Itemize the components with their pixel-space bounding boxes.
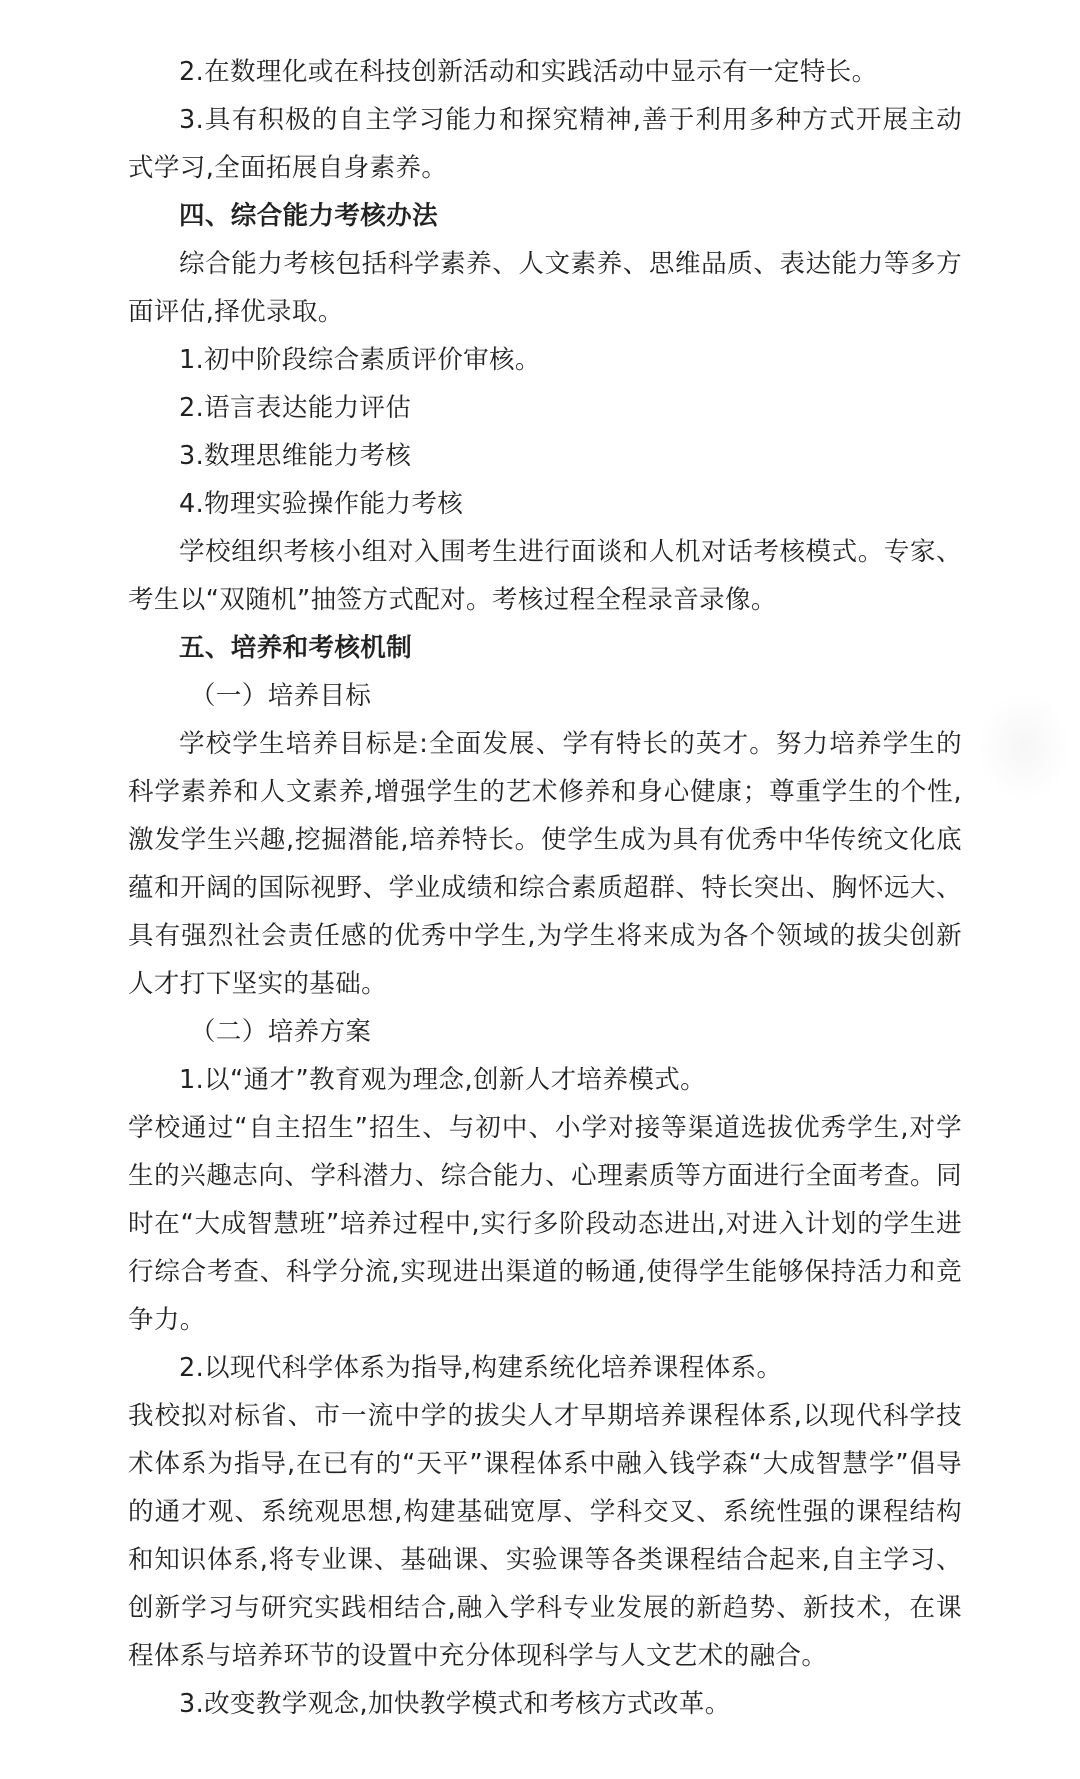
criterion-2-paragraph: 2.在数理化或在科技创新活动和实践活动中显示有一定特长。 (179, 57, 878, 87)
assessment-item-4: 4.物理实验操作能力考核 (179, 489, 464, 519)
plan-item-3-heading: 3.改变教学观念,加快教学模式和考核方式改革。 (179, 1689, 731, 1719)
document-page (128, 48, 962, 1728)
assessment-procedure-paragraph: 学校组织考核小组对入围考生进行面谈和人机对话考核模式。专家、考生以“双随机”抽签方式配对。考核过程全程录音录像。 (128, 537, 962, 615)
assessment-item-1: 1.初中阶段综合素质评价审核。 (179, 345, 541, 375)
criterion-3-paragraph: 3.具有积极的自主学习能力和探究精神,善于利用多种方式开展主动式学习,全面拓展自身素养。 (128, 105, 962, 183)
plan-item-2-paragraph: 我校拟对标省、市一流中学的拔尖人才早期培养课程体系,以现代科学技术体系为指导,在已有的“天平”课程体系中融入钱学森“大成智慧学”倡导的通才观、系统观思想,构建基础宽厚、学科交叉、系统性强的课程结构和知识体系,将专业课、基础课、实验课等各类课程结合起来,自主学习、创新学习与研究实践相结合,融入学科专业发展的新趋势、新技术，在课程体系与培养环节的设置中充分体现科学与人文艺术的融合。 (128, 1401, 962, 1671)
training-goal-paragraph: 学校学生培养目标是:全面发展、学有特长的英才。努力培养学生的科学素养和人文素养,增强学生的艺术修养和身心健康；尊重学生的个性,激发学生兴趣,挖掘潜能,培养特长。使学生成为具有优秀中华传统文化底蕴和开阔的国际视野、学业成绩和综合素质超群、特长突出、胸怀远大、具有强烈社会责任感的优秀中学生,为学生将来成为各个领域的拔尖创新人才打下坚实的基础。 (128, 729, 962, 999)
plan-item-2-heading: 2.以现代科学体系为指导,构建系统化培养课程体系。 (179, 1353, 783, 1383)
plan-item-1-heading: 1.以“通才”教育观为理念,创新人才培养模式。 (179, 1065, 707, 1095)
section-4-heading: 四、综合能力考核办法 (179, 201, 439, 231)
subsection-2-heading: （二）培养方案 (190, 1017, 372, 1047)
assessment-intro-paragraph: 综合能力考核包括科学素养、人文素养、思维品质、表达能力等多方面评估,择优录取。 (128, 249, 962, 327)
photo-glare (976, 692, 1072, 802)
assessment-item-2: 2.语言表达能力评估 (179, 393, 412, 423)
assessment-item-3: 3.数理思维能力考核 (179, 441, 412, 471)
plan-item-1-paragraph: 学校通过“自主招生”招生、与初中、小学对接等渠道选拔优秀学生,对学生的兴趣志向、学科潜力、综合能力、心理素质等方面进行全面考查。同时在“大成智慧班”培养过程中,实行多阶段动态进出,对进入计划的学生进行综合考查、科学分流,实现进出渠道的畅通,使得学生能够保持活力和竞争力。 (128, 1113, 962, 1335)
subsection-1-heading: （一）培养目标 (190, 681, 372, 711)
section-5-heading: 五、培养和考核机制 (179, 633, 413, 663)
